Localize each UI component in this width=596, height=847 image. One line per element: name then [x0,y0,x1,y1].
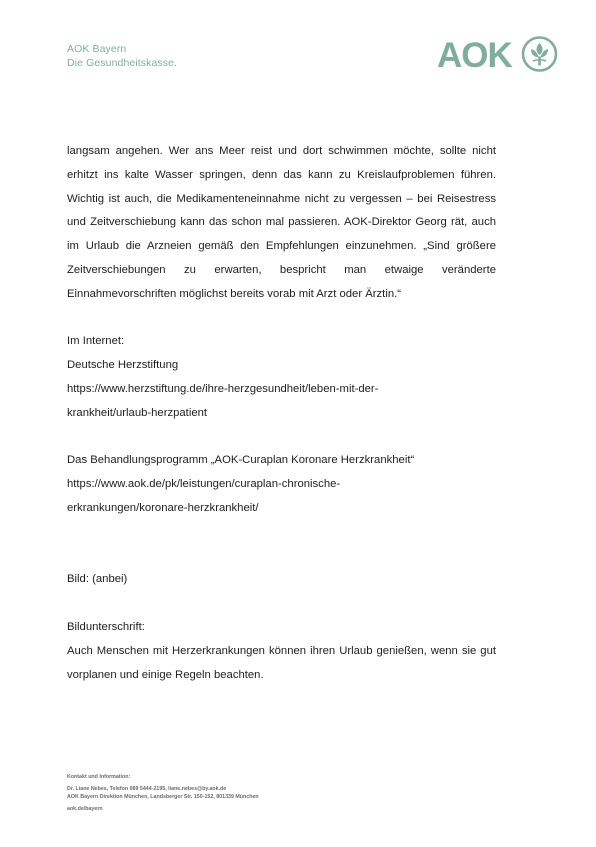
link-title-curaplan: Das Behandlungsprogramm „AOK-Curaplan Koronare Herzkrankheit“ [67,454,415,467]
body-paragraph: langsam angehen. Wer ans Meer reist und dort schwimmen möchte, sollte nicht erhitzt ins kalte Wasser springen, denn das kann zu Kreislaufproblemen führen. Wichtig ist auch, die Medikamenteneinnahme nicht zu vergessen – bei Reisestress und Zeitverschiebung kann das schon mal passieren. AOK-Direktor Georg rät, auch im Urlaub die Arzneien gemäß den Empfehlungen einzunehmen. „Sind größere Zeitverschiebungen zu erwarten, bespricht man etwaige veränderte Einnahmevorschriften möglichst bereits vorab mit Arzt oder Ärztin.“ [67,145,496,300]
link-url-herzstiftung-continued[interactable]: krankheit/urlaub-herzpatient [67,406,208,419]
caption-text: Auch Menschen mit Herzerkrankungen können ihren Urlaub genießen, wenn sie gut vorplanen und einige Regeln beachten. [67,644,496,681]
contact-address: AOK Bayern Direktion München, Landsberger Str. 150-152, 801339 München [67,794,259,800]
contact-person: Dr. Liane Nebes, Telefon 089 5444-2195, liane.nebes@by.aok.de [67,785,227,792]
contact-heading: Kontakt und Information: [67,774,131,780]
brand-name: AOK Bayern [67,43,127,55]
website-link[interactable]: aok.de/bayern [67,805,103,812]
aok-logo-text: AOK [437,36,512,74]
internet-heading: Im Internet: [67,335,125,348]
link-url-herzstiftung[interactable]: https://www.herzstiftung.de/ihre-herzgesundheit/leben-mit-der- [67,382,379,395]
link-url-curaplan-continued[interactable]: erkrankungen/koronare-herzkrankheit/ [67,501,259,514]
footer-contact [67,773,259,813]
link-url-curaplan[interactable]: https://www.aok.de/pk/leistungen/curaplan-chronische- [67,478,341,491]
tree-icon [523,38,556,71]
image-note: Bild: (anbei) [67,573,128,586]
caption-heading: Bildunterschrift: [67,620,145,633]
document-body [67,140,496,687]
aok-logo [437,34,559,74]
link-title-herzstiftung: Deutsche Herzstiftung [67,359,179,372]
brand-slogan: Die Gesundheitskasse. [67,56,178,69]
header-brand [67,43,177,70]
